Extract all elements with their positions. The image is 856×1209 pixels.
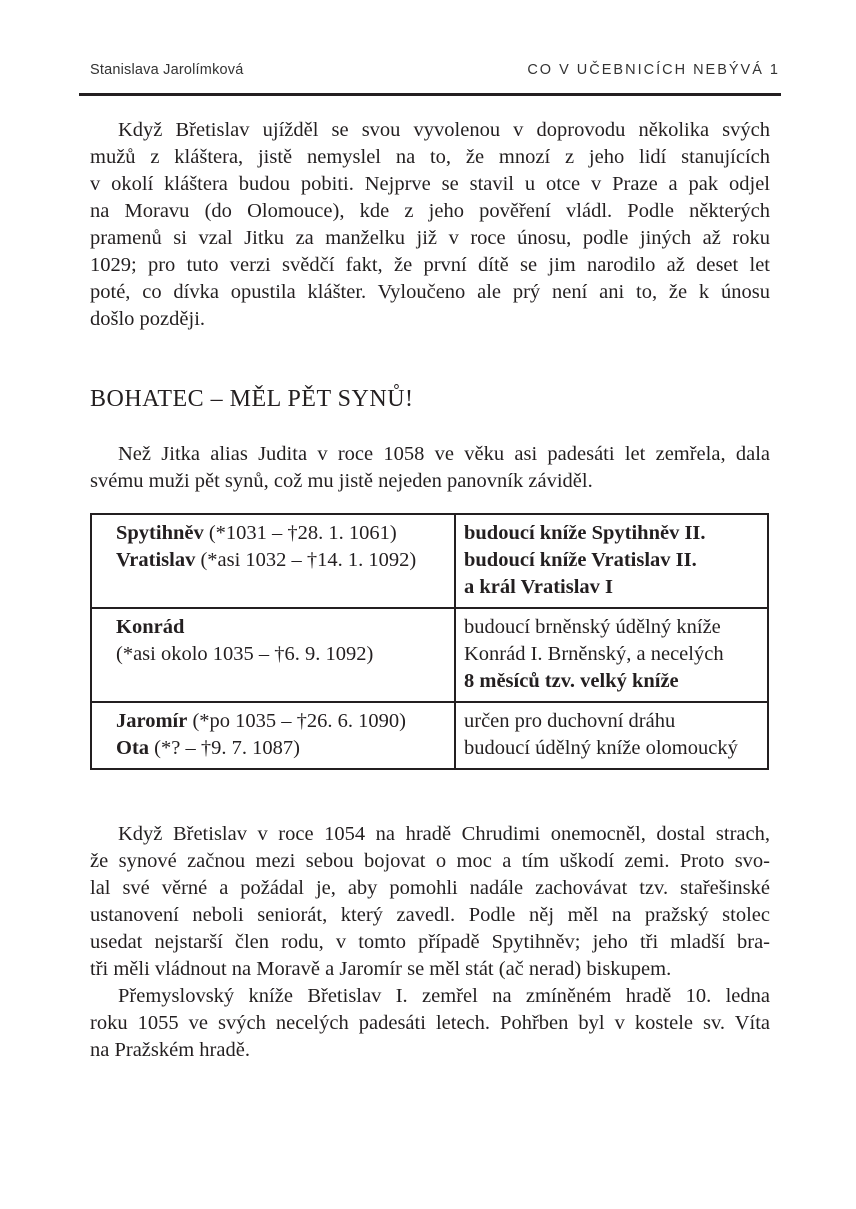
son-cell: [91, 608, 455, 702]
son-dates: (*? – †9. 7. 1087): [149, 737, 300, 759]
son-line: [116, 708, 446, 735]
table-row: [91, 514, 768, 608]
text-line: Přemyslovský kníže Břetislav I. zemřel na zmíněném hradě 10. ledna: [118, 985, 770, 1007]
text-line: lal své věrné a požádal je, aby pomohli nadále zachovávat tzv. stařešinské: [90, 877, 770, 899]
text-line: na Pražském hradě.: [90, 1039, 250, 1061]
running-header-title: CO V UČEBNICÍCH NEBÝVÁ 1: [527, 62, 780, 78]
son-line: [116, 614, 446, 641]
sons-table: [90, 513, 769, 770]
role-cell: [455, 608, 768, 702]
running-header-author: Stanislava Jarolímková: [90, 62, 244, 78]
son-name: Ota: [116, 737, 150, 759]
text-line: ustanovení neboli seniorát, který zavedl. Podle něj měl na pražský stolec: [90, 904, 770, 926]
son-name: Spytihněv: [116, 522, 204, 544]
section-heading: BOHATEC – MĚL PĚT SYNŮ!: [90, 386, 414, 412]
son-cell: [91, 702, 455, 769]
text-line: tři měli vládnout na Moravě a Jaromír se měl stát (ač nerad) biskupem.: [90, 958, 672, 980]
text-line: pramenů si vzal Jitku za manželku již v roce únosu, podle jiných až roku: [90, 227, 770, 249]
paragraph-2: [90, 441, 770, 495]
role-line: budoucí údělný kníže olomoucký: [464, 737, 738, 759]
text-line: svému muži pět synů, což mu jistě nejeden panovník záviděl.: [90, 470, 593, 492]
header-rule: [79, 93, 781, 96]
text-line: mužů z kláštera, jistě nemyslel na to, že mnozí z jeho lidí stanujících: [90, 146, 770, 168]
text-line: v okolí kláštera budou pobiti. Nejprve se stavil u otce v Praze a pak odjel: [90, 173, 770, 195]
role-line: budoucí brněnský údělný kníže: [464, 616, 721, 638]
role-line: a král Vratislav I: [464, 576, 614, 598]
role-line: budoucí kníže Vratislav II.: [464, 549, 697, 571]
son-name: Vratislav: [116, 549, 196, 571]
role-line: 8 měsíců tzv. velký kníže: [464, 670, 679, 692]
role-cell: [455, 514, 768, 608]
paragraph-1: [90, 117, 770, 333]
son-dates: (*asi 1032 – †14. 1. 1092): [195, 549, 417, 571]
text-line: na Moravu (do Olomouce), kde z jeho pověření vládl. Podle některých: [90, 200, 770, 222]
text-line: Když Břetislav v roce 1054 na hradě Chrudimi onemocněl, dostal strach,: [118, 823, 770, 845]
son-dates: (*po 1035 – †26. 6. 1090): [187, 710, 407, 732]
son-cell: [91, 514, 455, 608]
text-line: 1029; pro tuto verzi svědčí fakt, že první dítě se jim narodilo až deset let: [90, 254, 770, 276]
text-line: usedat nejstarší člen rodu, v tomto případě Spytihněv; jeho tři mladší bra-: [90, 931, 770, 953]
table-row: [91, 608, 768, 702]
son-line: [116, 520, 446, 547]
son-line: [116, 735, 446, 762]
text-line: Než Jitka alias Judita v roce 1058 ve věku asi padesáti let zemřela, dala: [118, 443, 770, 465]
paragraph-3: [90, 821, 770, 983]
text-line: roku 1055 ve svých necelých padesáti letech. Pohřben byl v kostele sv. Víta: [90, 1012, 770, 1034]
son-dates: (*1031 – †28. 1. 1061): [203, 522, 397, 544]
son-name: Jaromír: [116, 710, 188, 732]
son-line: [116, 547, 446, 574]
table-row: [91, 702, 768, 769]
text-line: poté, co dívka opustila klášter. Vyloučeno ale prý není ani to, že k únosu: [90, 281, 770, 303]
role-cell: [455, 702, 768, 769]
son-dates: (*asi okolo 1035 – †6. 9. 1092): [116, 643, 374, 665]
son-name: Konrád: [116, 616, 185, 638]
text-line: že synové začnou mezi sebou bojovat o moc a tím uškodí zemi. Proto svo-: [90, 850, 770, 872]
role-line: budoucí kníže Spytihněv II.: [464, 522, 706, 544]
text-line: Když Břetislav ujížděl se svou vyvolenou v doprovodu několika svých: [118, 119, 770, 141]
role-line: určen pro duchovní dráhu: [464, 710, 676, 732]
paragraph-4: [90, 983, 770, 1064]
text-line: došlo později.: [90, 308, 206, 330]
son-line: [116, 641, 446, 668]
role-line: Konrád I. Brněnský, a necelých: [464, 643, 724, 665]
